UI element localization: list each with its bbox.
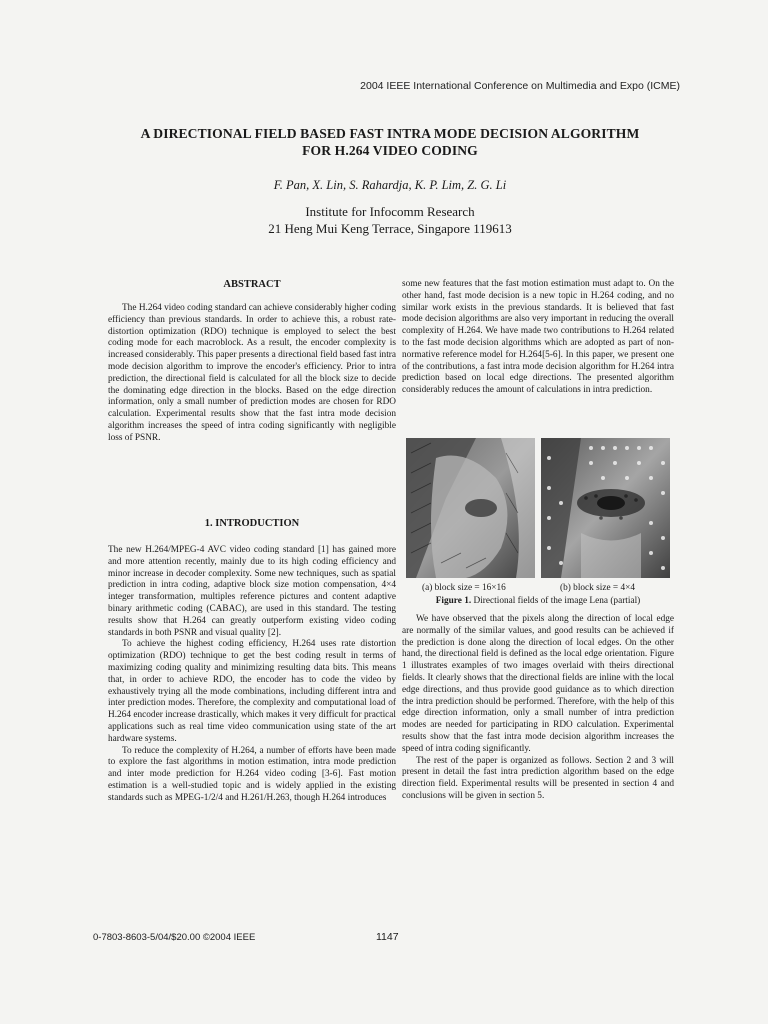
page-number: 1147 (376, 931, 399, 943)
intro-paragraph-3: To reduce the complexity of H.264, a number of efforts have been made to explore the fast algorithms in motion estimation, intra mode prediction and inter mode prediction for H.264 video coding [3-6]. Fast motion estimation is a well-studied topic and is widely applied in the existing standards such as MPEG-1/2/4 and H.261/H.263, though H.264 introduces (108, 745, 396, 803)
title-line-1: A DIRECTIONAL FIELD BASED FAST INTRA MODE DECISION ALGORITHM (140, 126, 640, 141)
right-paragraph-1: some new features that the fast motion estimation must adapt to. On the other hand, fast mode decision is a new topic in H.264 coding, and no similar work exists in the previous standards. It is believed that fast mode decision algorithms are also very important in reducing the overall complexity of H.264. We have made two contributions to H.264 related to the fast mode decision algorithms which are adopted as part of non-normative reference model for H.264[5-6]. In this paper, we present one of the contributions, a fast intra mode decision algorithm for H.264 intra prediction based on local edge directions. The presented algorithm considerably reduces the amount of calculations in intra prediction. (402, 279, 674, 396)
figure-caption-text: Directional fields of the image Lena (partial) (471, 596, 641, 606)
intro-paragraph-1: The new H.264/MPEG-4 AVC video coding standard [1] has gained more and more attention recently, mainly due to its high coding efficiency and minor increase in decoder complexity. Some new techniques, such as spatial prediction in intra coding, adaptive block size motion compensation, 4×4 integer transformation, multiples reference pictures and content adaptive binary arithmetic coding (CABAC), are used in this standard. The testing results show that H.264 can greatly outperform existing video coding standards in both PSNR and visual quality [2]. (108, 545, 396, 638)
introduction-heading: 1. INTRODUCTION (204, 518, 300, 529)
right-paragraph-3: The rest of the paper is organized as follows. Section 2 and 3 will present in detail the fast intra prediction algorithm based on the edge direction field. Experimental results will be presented in section 4 and conclusions will be given in section 5. (402, 755, 674, 801)
subcaption-a: (a) block size = 16×16 (422, 583, 506, 593)
abstract-paragraph: The H.264 video coding standard can achieve considerably higher coding efficiency than previous standards. In order to achieve this, a robust rate-distortion optimization (RDO) technique is employed to select the best coding mode for each macroblock. As a result, the encoder complexity is increased considerably. This paper presents a directional field based fast intra mode decision algorithm to improve the encoder's efficiency. Prior to intra prediction, the directional field is calculated for all the block size to decide the dominating edge direction in the blocks. Based on the edge direction information, only a small number of prediction modes are chosen for RDO calculation. Experimental results show that the fast intra mode decision algorithm increases the speed of intra coding significantly with negligible loss of PSNR. (108, 303, 396, 443)
institute-name: Institute for Infocomm Research (305, 204, 475, 219)
lena-16x16-directional-field-image (406, 438, 535, 578)
institute-address: 21 Heng Mui Keng Terrace, Singapore 119613 (268, 221, 512, 236)
title-line-2: FOR H.264 VIDEO CODING (302, 143, 478, 158)
intro-paragraph-2: To achieve the highest coding efficiency, H.264 uses rate distortion optimization (RDO) technique to get the best coding result in terms of maximizing coding quality and minimizing resulting data bits. This means that, in order to achieve RDO, the encoder has to code the video by exhaustively trying all the mode combinations, including different intra and inter prediction modes. Therefore, the complexity and computational load of H.264 encoder increase drastically, which makes it very difficult for practical applications such as real time video communication using state of the art hardware systems. (108, 639, 396, 744)
right-column-top (402, 279, 674, 397)
paper-title (100, 125, 680, 159)
right-paragraph-2: We have observed that the pixels along the direction of local edge are normally of the similar values, and good results can be achieved if the prediction is done along the direction of local edges. On the other hand, the directional field is defined as the local edge orientation. Figure 1 illustrates examples of two images overlaid with theirs directional fields. It clearly shows that the directional fields are inline with the local edge directions, and thus provide good guidance as to which direction the intra prediction should be performed. Therefore, with the help of this edge direction information, only a small number of intra prediction modes are needed for participating in RDO calculation. Experimental results show that the fast intra mode decision algorithm increases the speed of intra coding significantly. (402, 614, 674, 754)
figure-1 (406, 438, 672, 578)
right-column-bottom (402, 614, 674, 803)
abstract-body (108, 303, 396, 445)
figure-label: Figure 1. (435, 596, 472, 606)
introduction-body (108, 545, 396, 805)
copyright-footer: 0-7803-8603-5/04/$20.00 ©2004 IEEE (93, 932, 256, 943)
author-list: F. Pan, X. Lin, S. Rahardja, K. P. Lim, Z. G. Li (273, 178, 507, 192)
lena-4x4-directional-field-image (541, 438, 670, 578)
affiliation (100, 203, 680, 237)
figure-1-caption (402, 596, 674, 606)
subcaption-b: (b) block size = 4×4 (560, 583, 636, 593)
conference-header: 2004 IEEE International Conference on Multimedia and Expo (ICME) (360, 80, 680, 92)
abstract-heading: ABSTRACT (223, 279, 281, 290)
